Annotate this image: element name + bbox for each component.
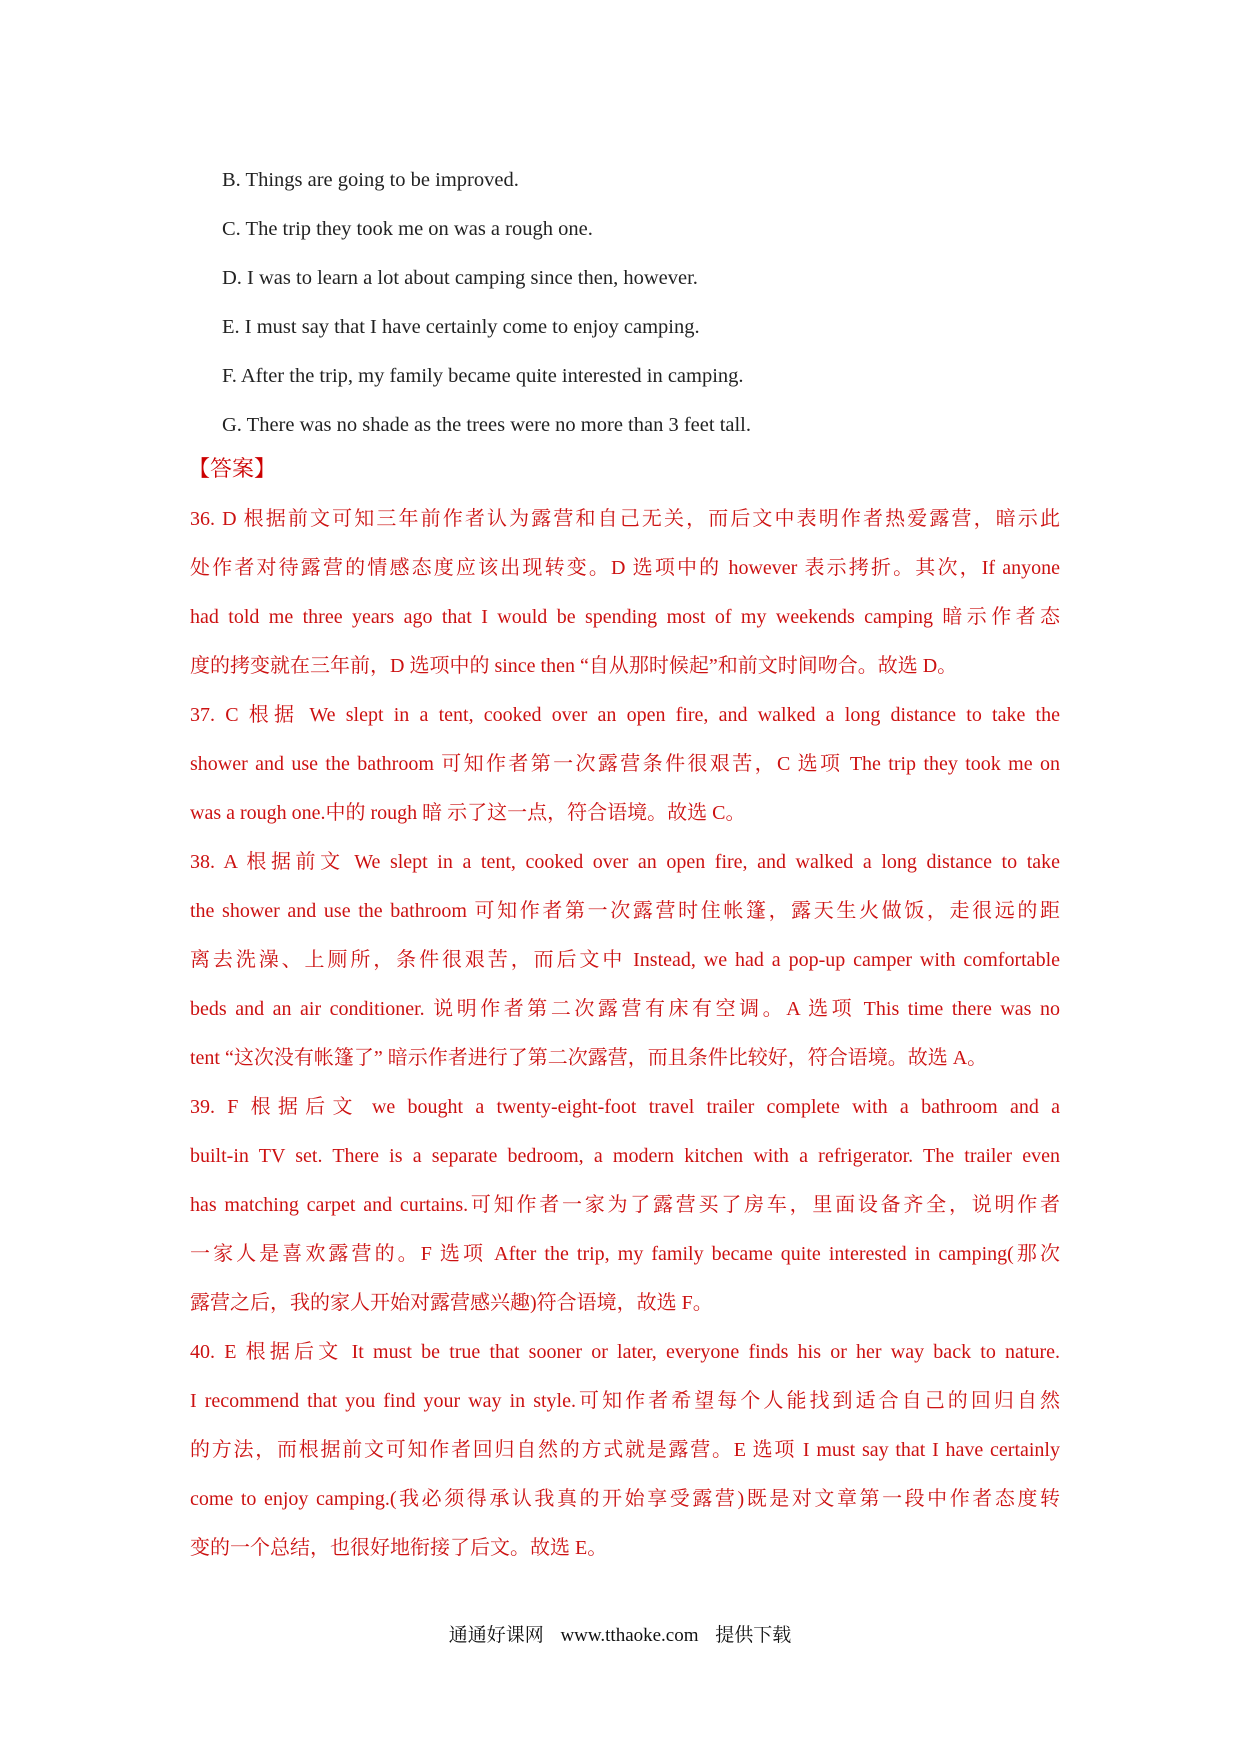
option-c: C. The trip they took me on was a rough one.	[222, 218, 593, 240]
explanation-line: 40. E 根据后文 It must be true that sooner or later, everyone finds his or her way back to nature.	[190, 1341, 1060, 1363]
explanation-38	[190, 838, 1060, 1083]
option-g: G. There was no shade as the trees were no more than 3 feet tall.	[222, 414, 752, 436]
explanation-line: 的方法，而根据前文可知作者回归自然的方式就是露营。E 选项 I must say that I have certainly	[190, 1439, 1060, 1461]
explanation-line: 37. C 根据 We slept in a tent, cooked over an open fire, and walked a long distance to take the	[190, 704, 1060, 726]
explanation-line: the shower and use the bathroom 可知作者第一次露营时住帐篷，露天生火做饭，走很远的距	[190, 900, 1060, 922]
explanation-40	[190, 1328, 1060, 1573]
explanation-line: had told me three years ago that I would be spending most of my weekends camping 暗示作者态	[190, 606, 1060, 628]
explanation-36	[190, 495, 1060, 691]
option-e: E. I must say that I have certainly come to enjoy camping.	[222, 316, 700, 338]
explanation-line: tent “这次没有帐篷了” 暗示作者进行了第二次露营，而且条件比较好，符合语境。故选 A。	[190, 1047, 988, 1069]
explanation-37	[190, 691, 1060, 838]
footer-suffix: 提供下载	[715, 1625, 792, 1646]
explanation-line: 变的一个总结，也很好地衔接了后文。故选 E。	[190, 1537, 608, 1559]
explanation-line: 39. F 根据后文 we bought a twenty-eight-foot travel trailer complete with a bathroom and a	[190, 1096, 1060, 1118]
explanation-line: 露营之后，我的家人开始对露营感兴趣)符合语境，故选 F。	[190, 1292, 713, 1314]
explanation-39	[190, 1083, 1060, 1328]
option-b: B. Things are going to be improved.	[222, 169, 519, 191]
explanation-line: 38. A 根据前文 We slept in a tent, cooked over an open fire, and walked a long distance to take	[190, 851, 1060, 873]
explanation-line: come to enjoy camping.(我必须得承认我真的开始享受露营)既是对文章第一段中作者态度转	[190, 1488, 1060, 1510]
explanation-line: 36. D 根据前文可知三年前作者认为露营和自己无关，而后文中表明作者热爱露营，暗示此	[190, 508, 1060, 530]
explanation-line: has matching carpet and curtains.可知作者一家为了露营买了房车，里面设备齐全，说明作者	[190, 1194, 1060, 1216]
footer-site-name: 通通好课网	[448, 1625, 544, 1646]
option-d: D. I was to learn a lot about camping since then, however.	[222, 267, 698, 289]
footer-url[interactable]: www.tthaoke.com	[560, 1625, 699, 1646]
answer-explanations	[190, 495, 1060, 1573]
explanation-line: was a rough one.中的 rough 暗 示了这一点，符合语境。故选 C。	[190, 802, 746, 824]
explanation-line: beds and an air conditioner. 说明作者第二次露营有床有空调。A 选项 This time there was no	[190, 998, 1060, 1020]
explanation-line: shower and use the bathroom 可知作者第一次露营条件很艰苦，C 选项 The trip they took me on	[190, 753, 1060, 775]
answer-options	[222, 156, 1082, 450]
answer-heading: 【答案】	[188, 457, 277, 482]
explanation-line: I recommend that you find your way in style.可知作者希望每个人能找到适合自己的回归自然	[190, 1390, 1060, 1412]
explanation-line: 一家人是喜欢露营的。F 选项 After the trip, my family became quite interested in camping(那次	[190, 1243, 1060, 1265]
explanation-line: built-in TV set. There is a separate bedroom, a modern kitchen with a refrigerator. The trailer even	[190, 1145, 1060, 1167]
explanation-line: 度的拷变就在三年前，D 选项中的 since then “自从那时候起”和前文时间吻合。故选 D。	[190, 655, 958, 677]
page-footer	[0, 1620, 1240, 1647]
explanation-line: 处作者对待露营的情感态度应该出现转变。D 选项中的 however 表示拷折。其次，If anyone	[190, 557, 1060, 579]
explanation-line: 离去洗澡、上厕所，条件很艰苦，而后文中 Instead, we had a pop-up camper with comfortable	[190, 949, 1060, 971]
option-f: F. After the trip, my family became quite interested in camping.	[222, 365, 744, 387]
